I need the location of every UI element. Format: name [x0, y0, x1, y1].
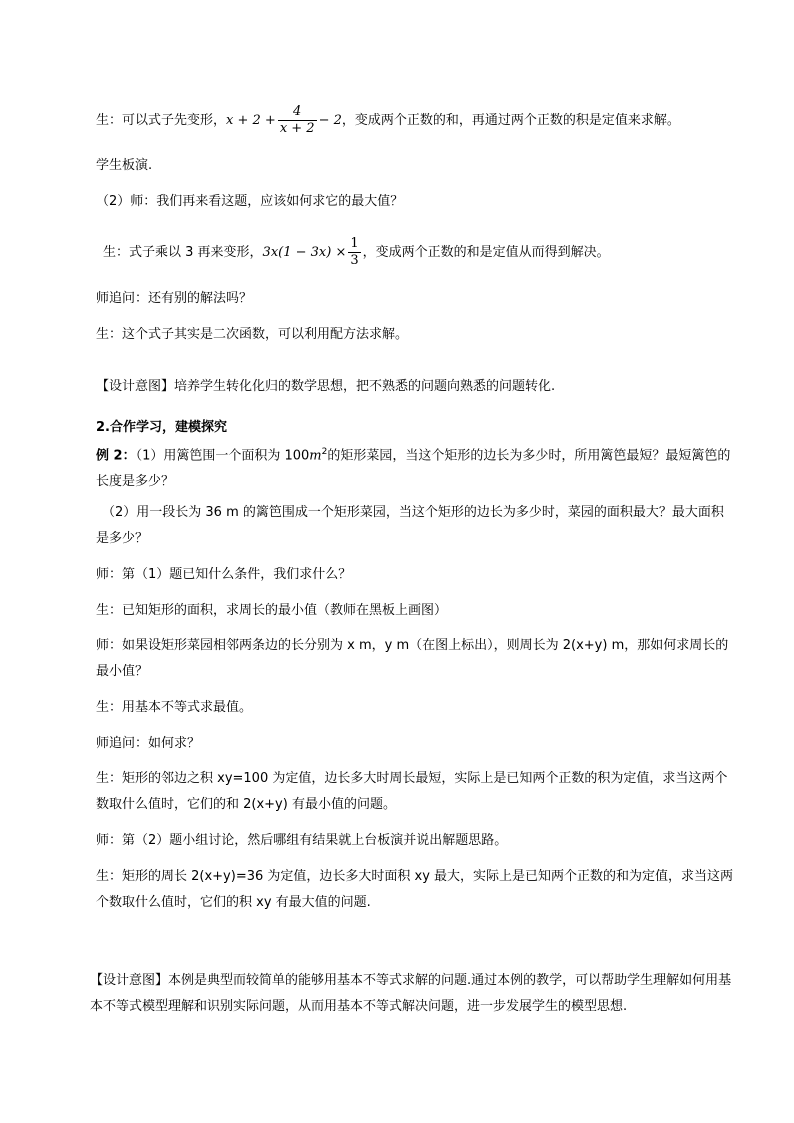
paragraph-example-2-part-1: [96, 439, 736, 495]
math-fraction: [278, 104, 317, 137]
paragraph-student-multiply: [103, 236, 743, 269]
dialog-line: 师：如果设矩形菜园相邻两条边的长分别为 x m，y m（在图上标出），则周长为 2(x+y) m，那如何求周长的最小值？: [96, 638, 729, 679]
fraction-denominator: 3: [350, 253, 359, 268]
math-fraction: [348, 236, 360, 269]
text: 生：可以式子先变形，: [96, 113, 227, 128]
math-expression: x + 2 +: [226, 113, 276, 128]
dialog-line: 生：用基本不等式求最值。: [96, 700, 253, 715]
dialog-line: 师：第（2）题小组讨论，然后哪组有结果就上台板演并说出解题思路。: [96, 833, 508, 848]
paragraph-example-2-part-2: （2）用一段长为 36 m 的篱笆围成一个矩形菜园，当这个矩形的边长为多少时，菜园的面积最大？最大面积是多少？: [96, 505, 724, 546]
paragraph-student-transform: [96, 104, 736, 137]
unit-exponent: 2: [321, 447, 328, 457]
dialog-line: 师追问：如何求？: [96, 736, 201, 751]
paragraph-board-demo: 学生板演.: [96, 158, 153, 173]
dialog-line: 生：矩形的周长 2(x+y)=36 为定值，边长多大时面积 xy 最大，实际上是已知两个正数的和为定值，求当这两个数取什么值时，它们的积 xy 有最大值的问题.: [96, 869, 734, 910]
math-expression: 3x(1 − 3x) ×: [262, 245, 347, 260]
fraction-numerator: 1: [350, 236, 359, 251]
dialog-line: 师：第（1）题已知什么条件，我们求什么？: [96, 567, 352, 582]
unit: m: [309, 448, 322, 464]
dialog-line: 生：矩形的邻边之积 xy=100 为定值，边长多大时周长最短，实际上是已知两个正数的积为定值，求当这两个数取什么值时，它们的和 2(x+y) 有最小值的问题。: [96, 771, 728, 812]
paragraph-question-2: （2）师：我们再来看这题，应该如何求它的最大值？: [96, 194, 404, 209]
fraction-numerator: 4: [278, 104, 317, 121]
text: ，变成两个正数的和是定值从而得到解决。: [362, 245, 610, 260]
text: （1）用篱笆围一个面积为 100: [135, 448, 310, 464]
example-label: 例 2：: [96, 448, 136, 464]
paragraph-teacher-followup: 师追问：还有别的解法吗？: [96, 291, 253, 306]
fraction-denominator: x + 2: [279, 121, 315, 136]
section-heading: 2.合作学习，建模探究: [96, 420, 227, 435]
text: ，变成两个正数的和，再通过两个正数的积是定值来求解。: [341, 113, 680, 128]
paragraph-design-intent-2: 【设计意图】本例是典型而较简单的能够用基本不等式求解的问题.通过本例的教学，可以帮助学生理解如何用基本不等式模型理解和识别实际问题，从而用基本不等式解决问题，进一步发展学生的模型思想.: [90, 973, 732, 1014]
dialog-line: 生：已知矩形的面积，求周长的最小值（教师在黑板上画图）: [96, 603, 448, 618]
paragraph-quadratic: 生：这个式子其实是二次函数，可以利用配方法求解。: [96, 327, 409, 342]
text: 生：式子乘以 3 再来变形，: [103, 245, 263, 260]
paragraph-design-intent-1: 【设计意图】培养学生转化化归的数学思想，把不熟悉的问题向熟悉的问题转化.: [96, 379, 556, 394]
math-expression: − 2: [318, 113, 342, 128]
text: 的矩形菜园，当这个矩形的边长为多少时，所用篱笆最短？最短篱笆的长度是多少？: [96, 448, 731, 490]
